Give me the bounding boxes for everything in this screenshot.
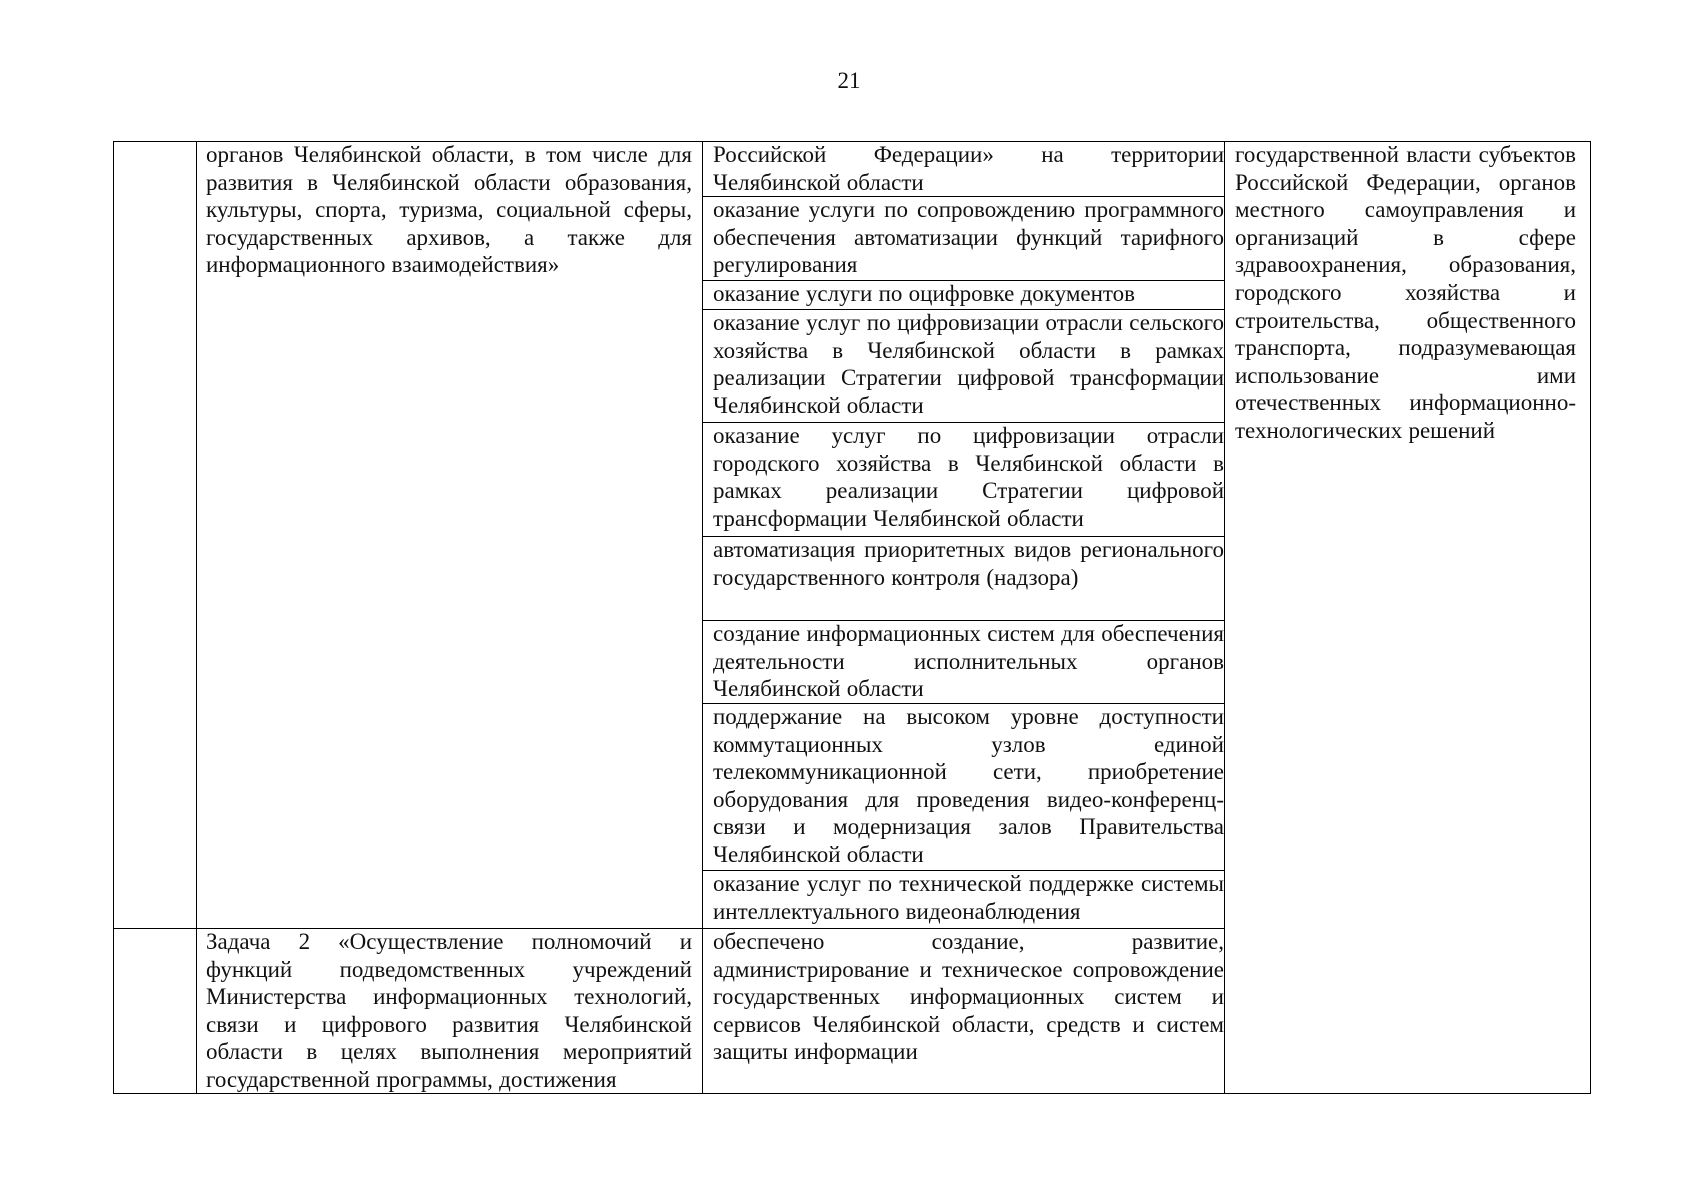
measure-item: оказание услуги по сопровождению программного обеспечения автоматизации функций тарифного регулирования: [713, 197, 1224, 278]
measure-item: оказание услуг по технической поддержке системы интеллектуального видеонаблюдения: [713, 871, 1224, 924]
measure-item: обеспечено создание, развитие, администрирование и техническое сопровождение государственных информационных систем и сервисов Челябинской области, средств и систем защиты информации: [713, 929, 1224, 1065]
measure-item: оказание услуг по цифровизации отрасли сельского хозяйства в Челябинской области в рамках реализации Стратегии цифровой трансформации Челябинской области: [713, 310, 1224, 418]
measure-item: Российской Федерации» на территории Челябинской области: [713, 142, 1224, 195]
task-description-cell: органов Челябинской области, в том числе для развития в Челябинской области образования, культуры, спорта, туризма, социальной сферы, государственных архивов, а также для информационного взаимодействия»: [206, 142, 692, 278]
measure-item: поддержание на высоком уровне доступности коммутационных узлов единой телекоммуникационной сети, приобретение оборудования для проведения видео-конференц-связи и модернизация залов Правительства Челябинской области: [713, 704, 1224, 867]
page-number: 21: [837, 68, 861, 93]
column-divider: [702, 142, 703, 1093]
measure-item: создание информационных систем для обеспечения деятельности исполнительных органов Челябинской области: [713, 621, 1224, 702]
measure-item: автоматизация приоритетных видов регионального государственного контроля (надзора): [713, 537, 1224, 590]
measure-item: оказание услуги по оцифровке документов: [713, 281, 1136, 306]
measure-item: оказание услуг по цифровизации отрасли городского хозяйства в Челябинской области в рамках реализации Стратегии цифровой трансформации Челябинской области: [713, 423, 1224, 531]
column-divider: [196, 142, 197, 1093]
column-divider: [1224, 142, 1225, 1093]
document-table: [113, 141, 1591, 1094]
result-cell: государственной власти субъектов Российской Федерации, органов местного самоуправления и организаций в сфере здравоохранения, образования, городского хозяйства и строительства, общественного транспорта, подразумевающая использование ими отечественных информационно-технологических решений: [1235, 142, 1576, 443]
task-description-cell: Задача 2 «Осуществление полномочий и функций подведомственных учреждений Министерства информационных технологий, связи и цифрового развития Челябинской области в целях выполнения мероприятий государственной программы, достижения: [206, 929, 692, 1092]
